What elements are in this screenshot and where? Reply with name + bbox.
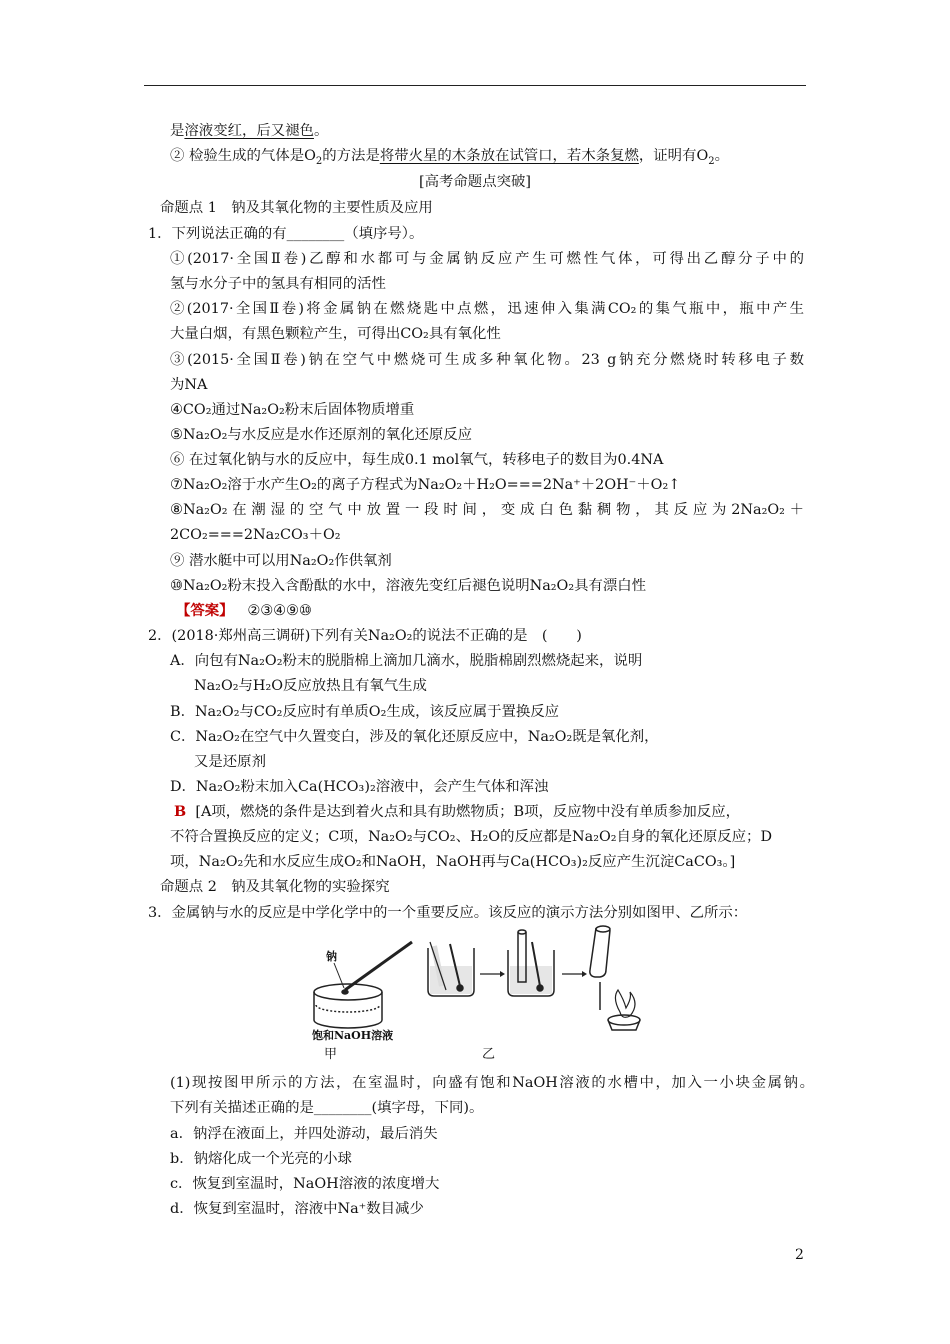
figure-label-jia: 甲 <box>324 1047 338 1062</box>
q1-item-5: ⑤Na₂O₂与水反应是水作还原剂的氧化还原反应 <box>170 427 473 443</box>
q1-item-9: ⑨ 潜水艇中可以用Na₂O₂作供氧剂 <box>170 553 392 569</box>
underlined-answer: 将带火星的木条放在试管口，若木条复燃 <box>379 148 639 164</box>
text: ，证明有O <box>638 148 709 164</box>
text: ② 检验生成的气体是O <box>170 148 316 164</box>
q3-option-a: a．钠浮在液面上，并四处游动，最后消失 <box>170 1126 438 1142</box>
sodium-label: 钠 <box>326 950 337 963</box>
q2-option-d: D．Na₂O₂粉末加入Ca(HCO₃)₂溶液中，会产生气体和浑浊 <box>170 779 549 795</box>
q2-option-a2: Na₂O₂与H₂O反应放热且有氧气生成 <box>194 678 427 694</box>
beaker-2 <box>508 930 554 996</box>
q3-part1-b: 下列有关描述正确的是________(填字母，下同)。 <box>170 1100 484 1116</box>
q2-option-c2: 又是还原剂 <box>194 754 266 770</box>
page-number: 2 <box>795 1247 804 1263</box>
q1-item-1b: 氢与水分子中的氢具有相同的活性 <box>170 276 386 292</box>
text: 。 <box>714 148 730 164</box>
q3-part1-a: (1)现按图甲所示的方法，在室温时，向盛有饱和NaOH溶液的水槽中，加入一小块金属钠。 <box>170 1075 814 1091</box>
q2-option-b: B．Na₂O₂与CO₂反应时有单质O₂生成，该反应属于置换反应 <box>170 704 560 720</box>
text: 是 <box>170 123 185 139</box>
text: [A项，燃烧的条件是达到着火点和具有助燃物质；B项，反应物中没有单质参加反应， <box>195 804 740 820</box>
beaker-1 <box>428 942 474 996</box>
q3-option-d: d．恢复到室温时，溶液中Na⁺数目减少 <box>170 1201 424 1217</box>
q2-option-a1: A．向包有Na₂O₂粉末的脱脂棉上滴加几滴水，脱脂棉剧烈燃烧起来，说明 <box>170 653 643 669</box>
point-1-heading: 命题点 1 钠及其氧化物的主要性质及应用 <box>160 200 433 216</box>
q2-explanation-2: 不符合置换反应的定义；C项，Na₂O₂与CO₂、H₂O的反应都是Na₂O₂自身的氧化还原反应；D <box>170 829 772 845</box>
q3-option-c: c．恢复到室温时，NaOH溶液的浓度增大 <box>170 1176 440 1192</box>
intro-line-1 <box>170 121 328 141</box>
q1-item-2a: ②(2017·全国Ⅱ卷)将金属钠在燃烧匙中点燃，迅速伸入集满CO₂的集气瓶中，瓶中产生 <box>170 301 804 317</box>
q1-item-10: ⑩Na₂O₂粉末投入含酚酞的水中，溶液先变红后褪色说明Na₂O₂具有漂白性 <box>170 578 647 594</box>
q3-option-b: b．钠熔化成一个光亮的小球 <box>170 1151 352 1167</box>
section-title: [高考命题点突破] <box>419 174 531 190</box>
text: 的方法是 <box>322 148 380 164</box>
q1-item-6: ⑥ 在过氧化钠与水的反应中，每生成0.1 mol氧气，转移电子的数目为0.4NA <box>170 452 664 468</box>
q2-explanation-3: 项，Na₂O₂先和水反应生成O₂和NaOH，NaOH再与Ca(HCO₃)₂反应产生沉淀CaCO₃。] <box>170 854 736 870</box>
q2-stem: 2．(2018·郑州高三调研)下列有关Na₂O₂的说法不正确的是 ( ) <box>148 628 582 644</box>
header-rule <box>144 85 806 86</box>
q2-option-c1: C．Na₂O₂在空气中久置变白，涉及的氧化还原反应中，Na₂O₂既是氧化剂， <box>170 729 659 745</box>
q3-stem: 3．金属钠与水的反应是中学化学中的一个重要反应。该反应的演示方法分别如图甲、乙所示： <box>148 905 748 921</box>
q1-item-3a: ③(2015·全国Ⅱ卷)钠在空气中燃烧可生成多种氧化物。23 g钠充分燃烧时转移电子数 <box>170 352 804 368</box>
experiment-figure <box>300 920 660 1065</box>
arrow-head-1 <box>500 971 505 977</box>
intro-line-2: ② 检验生成的气体是$O_2$的方法是将带火星的木条放在试管口，若木条复燃，证明有$O_2$。 <box>170 148 730 167</box>
solution-label: 饱和NaOH溶液 <box>312 1029 394 1042</box>
q1-item-7: ⑦Na₂O₂溶于水产生O₂的离子方程式为Na₂O₂＋H₂O===2Na⁺＋2OH⁻＋O₂↑ <box>170 477 681 493</box>
answer-label: 【答案】 <box>176 602 234 619</box>
answer-value: ②③④⑨⑩ <box>247 603 312 619</box>
q1-stem: 1．下列说法正确的有________（填序号）。 <box>148 226 424 242</box>
q2-explanation-1 <box>174 802 740 822</box>
q1-item-4: ④CO₂通过Na₂O₂粉末后固体物质增重 <box>170 402 415 418</box>
test-tube-flame <box>590 926 640 1030</box>
q1-item-8b: 2CO₂===2Na₂CO₃＋O₂ <box>170 527 341 543</box>
answer-letter: B <box>174 803 187 820</box>
figure-label-yi: 乙 <box>482 1047 496 1062</box>
text: 。 <box>313 123 329 139</box>
q1-item-8a: ⑧Na₂O₂ 在 潮 湿 的 空 气 中 放 置 一 段 时 间 ， 变 成 白 色 黏 稠 物 ， 其 反 应 为 2Na₂O₂ ＋ <box>170 502 804 518</box>
q1-item-1a: ①(2017·全国Ⅱ卷)乙醇和水都可与金属钠反应产生可燃性气体，可得出乙醇分子中的 <box>170 251 804 267</box>
underlined-answer: 溶液变红，后又褪色 <box>184 123 314 139</box>
point-2-heading: 命题点 2 钠及其氧化物的实验探究 <box>160 879 390 895</box>
q1-answer-row <box>176 601 312 621</box>
arrow-head-2 <box>582 971 587 977</box>
q1-item-3b: 为NA <box>170 377 208 393</box>
q1-item-2b: 大量白烟，有黑色颗粒产生，可得出CO₂具有氧化性 <box>170 326 501 342</box>
